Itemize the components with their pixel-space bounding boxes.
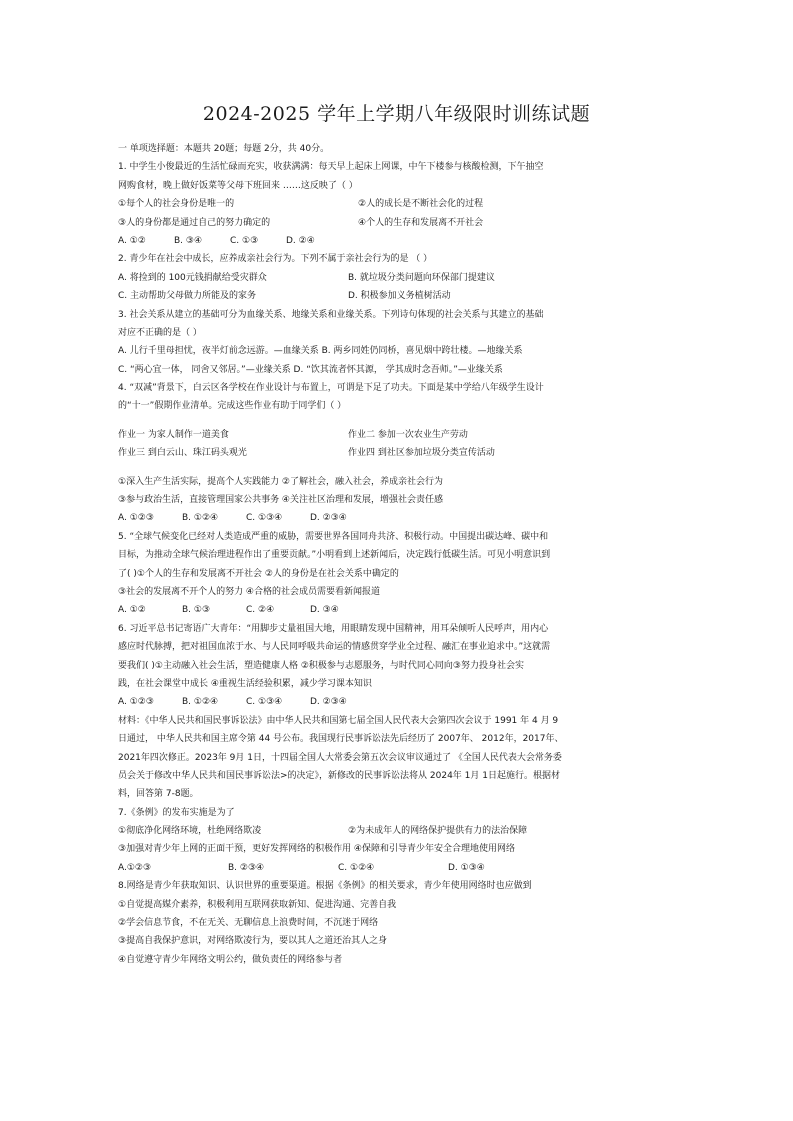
q3-stem-line1: 3. 社会关系从建立的基础可分为血缘关系、地缘关系和业缘关系。下列诗句体现的社会关系与其建立的基础 xyxy=(118,309,544,320)
q4-homework-1: 作业一 为家人制作一道美食 xyxy=(118,429,229,440)
q1-answer-a: A. ①② xyxy=(118,235,146,246)
q2-answer-b: B. 就垃圾分类问题向环保部门提建议 xyxy=(348,272,495,283)
q5-stem-line4: ③社会的发展离不开个人的努力 ④合格的社会成员需要看新闻报道 xyxy=(118,586,380,597)
q4-homework-2: 作业二 参加一次农业生产劳动 xyxy=(348,429,468,440)
q7-option-2: ②为未成年人的网络保护提供有力的法治保障 xyxy=(348,826,528,837)
q4-homework-row1 xyxy=(118,426,678,444)
q1-answers xyxy=(118,232,678,250)
q4-answers xyxy=(118,509,678,527)
q7-options-row2: ③加强对青少年上网的正面干预，更好发挥网络的积极作用 ④保障和引导青少年安全合理地使用网络 xyxy=(118,844,516,855)
q1-options-row2 xyxy=(118,214,678,232)
q4-answer-b: B. ①②④ xyxy=(182,513,219,524)
q4-homework-3: 作业三 到白云山、珠江码头观光 xyxy=(118,448,247,459)
q6-stem-line4: 践，在社会课堂中成长 ④重视生活经验积累，减少学习课本知识 xyxy=(118,678,372,689)
material-line5: 料，回答第 7-8题。 xyxy=(118,789,199,800)
q7-answer-a: A.①②③ xyxy=(118,862,152,873)
q2-answer-a: A. 将捡到的 100元钱捐献给受灾群众 xyxy=(118,272,267,283)
q8-option-3: ③提高自我保护意识，对网络欺凌行为，要以其人之道还治其人之身 xyxy=(118,936,388,947)
q5-stem-line1: 5. “全球气候变化已经对人类造成严重的威胁，需要世界各国同舟共济、积极行动。中国提出碳达峰、碳中和 xyxy=(118,531,549,542)
q4-options-row1: ①深入生产生活实际，提高个人实践能力 ②了解社会，融入社会，养成亲社会行为 xyxy=(118,476,443,487)
q4-homework-4: 作业四 到社区参加垃圾分类宣传活动 xyxy=(348,448,495,459)
q5-stem-line2: 目标，为推动全球气候治理进程作出了重要贡献。”小明看到上述新闻后，决定践行低碳生活。可见小明意识到 xyxy=(118,550,551,561)
q1-answer-c: C. ①③ xyxy=(230,235,259,246)
q7-answers xyxy=(118,859,678,877)
q1-answer-d: D. ②④ xyxy=(286,235,315,246)
exam-content xyxy=(118,140,678,969)
q2-answers-cd xyxy=(118,287,678,305)
q1-stem-line1: 1. 中学生小俊最近的生活忙碌而充实，收获满满：每天早上起床上网课，中午下楼参与核酸检测，下午抽空 xyxy=(118,162,544,173)
material-line1: 材料：《中华人民共和国民事诉讼法》由中华人民共和国第七届全国人民代表大会第四次会议于 1991 年 4 月 9 xyxy=(118,715,559,726)
q5-answer-c: C. ②④ xyxy=(246,605,275,616)
material-line4: 员会关于修改中华人民共和国民事诉讼法>的决定》，新修改的民事诉讼法将从 2024年 1月 1日起施行。根据材 xyxy=(118,770,560,781)
material-line3: 2021年四次修正。2023年 9月 1日，十四届全国人大常委会第五次会议审议通过了 《全国人民代表大会常务委 xyxy=(118,752,562,763)
q6-answer-d: D. ②③④ xyxy=(310,697,347,708)
q8-option-1: ①自觉提高媒介素养，积极利用互联网获取新知、促进沟通、完善自我 xyxy=(118,899,397,910)
q7-answer-c: C. ①②④ xyxy=(338,862,375,873)
q5-answers xyxy=(118,601,678,619)
q6-answer-c: C. ①③④ xyxy=(246,697,283,708)
q4-answer-d: D. ②③④ xyxy=(310,513,347,524)
q7-stem: 7.《条例》的发布实施是为了 xyxy=(118,807,235,818)
q3-answers-cd: C. “两心宜一体， 同舍又邻居。”—业缘关系 D. “饮其流者怀其源， 学其成时念吾师。”—业缘关系 xyxy=(118,364,503,375)
q8-stem: 8.网络是青少年获取知识、认识世界的重要渠道。根据《条例》的相关要求，青少年使用网络时也应做到 xyxy=(118,881,532,892)
q4-answer-c: C. ①③④ xyxy=(246,513,283,524)
q3-stem-line2: 对应不正确的是（ ） xyxy=(118,327,202,338)
q5-answer-d: D. ③④ xyxy=(310,605,339,616)
q7-answer-d: D. ①③④ xyxy=(448,862,485,873)
q4-homework-row2 xyxy=(118,444,678,462)
section-heading: 一 单项选择题：本题共 20题；每题 2分，共 40分。 xyxy=(118,144,330,154)
q1-option-1: ①每个人的社会身份是唯一的 xyxy=(118,199,235,210)
q4-stem-line1: 4. “双减”背景下，白云区各学校在作业设计与布置上，可谓是下足了功夫。下面是某中学给八年级学生设计 xyxy=(118,383,544,394)
q6-stem-line3: 要我们( )①主动融入社会生活，塑造健康人格 ②积极参与志愿服务，与时代同心同向③努力投身社会实 xyxy=(118,660,524,671)
q2-answers-ab xyxy=(118,269,678,287)
q7-answer-b: B. ②③④ xyxy=(228,862,265,873)
q6-stem-line1: 6. 习近平总书记寄语广大青年：“用脚步丈量祖国大地，用眼睛发现中国精神，用耳朵倾听人民呼声，用内心 xyxy=(118,623,549,634)
q4-stem-line2: 的“十一”假期作业清单。完成这些作业有助于同学们（ ） xyxy=(118,401,347,412)
q7-options-row1 xyxy=(118,822,678,840)
q6-stem-line2: 感应时代脉搏，把对祖国血浓于水、与人民同呼吸共命运的情感贯穿学业全过程、融汇在事业追求中。”这就需 xyxy=(118,642,551,653)
q6-answer-a: A. ①②③ xyxy=(118,697,154,708)
q1-option-4: ④个人的生存和发展离不开社会 xyxy=(358,217,484,228)
q1-options-row1 xyxy=(118,195,678,213)
q1-option-3: ③人的身份都是通过自己的努力确定的 xyxy=(118,217,271,228)
q1-stem-line2: 网购食材，晚上做好饭菜等父母下班回来 ……这反映了（ ） xyxy=(118,180,358,191)
q6-answers xyxy=(118,693,678,711)
q2-stem: 2. 青少年在社会中成长，应养成亲社会行为。下列不属于亲社会行为的是 （ ） xyxy=(118,254,433,265)
q4-answer-a: A. ①②③ xyxy=(118,513,154,524)
q4-options-row2: ③参与政治生活，直接管理国家公共事务 ④关注社区治理和发展，增强社会责任感 xyxy=(118,495,443,506)
q2-answer-c: C. 主动帮助父母做力所能及的家务 xyxy=(118,291,257,302)
q3-answers-ab: A. 儿行千里母担忧，夜半灯前念远游。—血缘关系 B. 两乡同姓仍同桥，喜见烟中跨壮楼。—地缘关系 xyxy=(118,346,523,357)
q6-answer-b: B. ①②④ xyxy=(182,697,219,708)
q2-answer-d: D. 积极参加义务植树活动 xyxy=(348,291,451,302)
q7-option-1: ①彻底净化网络环境，杜绝网络欺凌 xyxy=(118,826,262,837)
q8-option-4: ④自觉遵守青少年网络文明公约，做负责任的网络参与者 xyxy=(118,954,343,965)
q5-answer-b: B. ①③ xyxy=(182,605,211,616)
q1-answer-b: B. ③④ xyxy=(174,235,203,246)
q5-answer-a: A. ①② xyxy=(118,605,146,616)
material-line2: 日通过， 中华人民共和国主席令第 44 号公布。我国现行民事诉讼法先后经历了 2007年、 2012年，2017年、 xyxy=(118,734,564,745)
q8-option-2: ②学会信息节食，不在无关、无聊信息上浪费时间，不沉迷于网络 xyxy=(118,918,379,929)
q5-stem-line3: 了( )①个人的生存和发展离不开社会 ②人的身份是在社会关系中确定的 xyxy=(118,568,399,579)
exam-title: 2024-2025 学年上学期八年级限时训练试题 xyxy=(202,103,591,125)
q1-option-2: ②人的成长是不断社会化的过程 xyxy=(358,199,484,210)
